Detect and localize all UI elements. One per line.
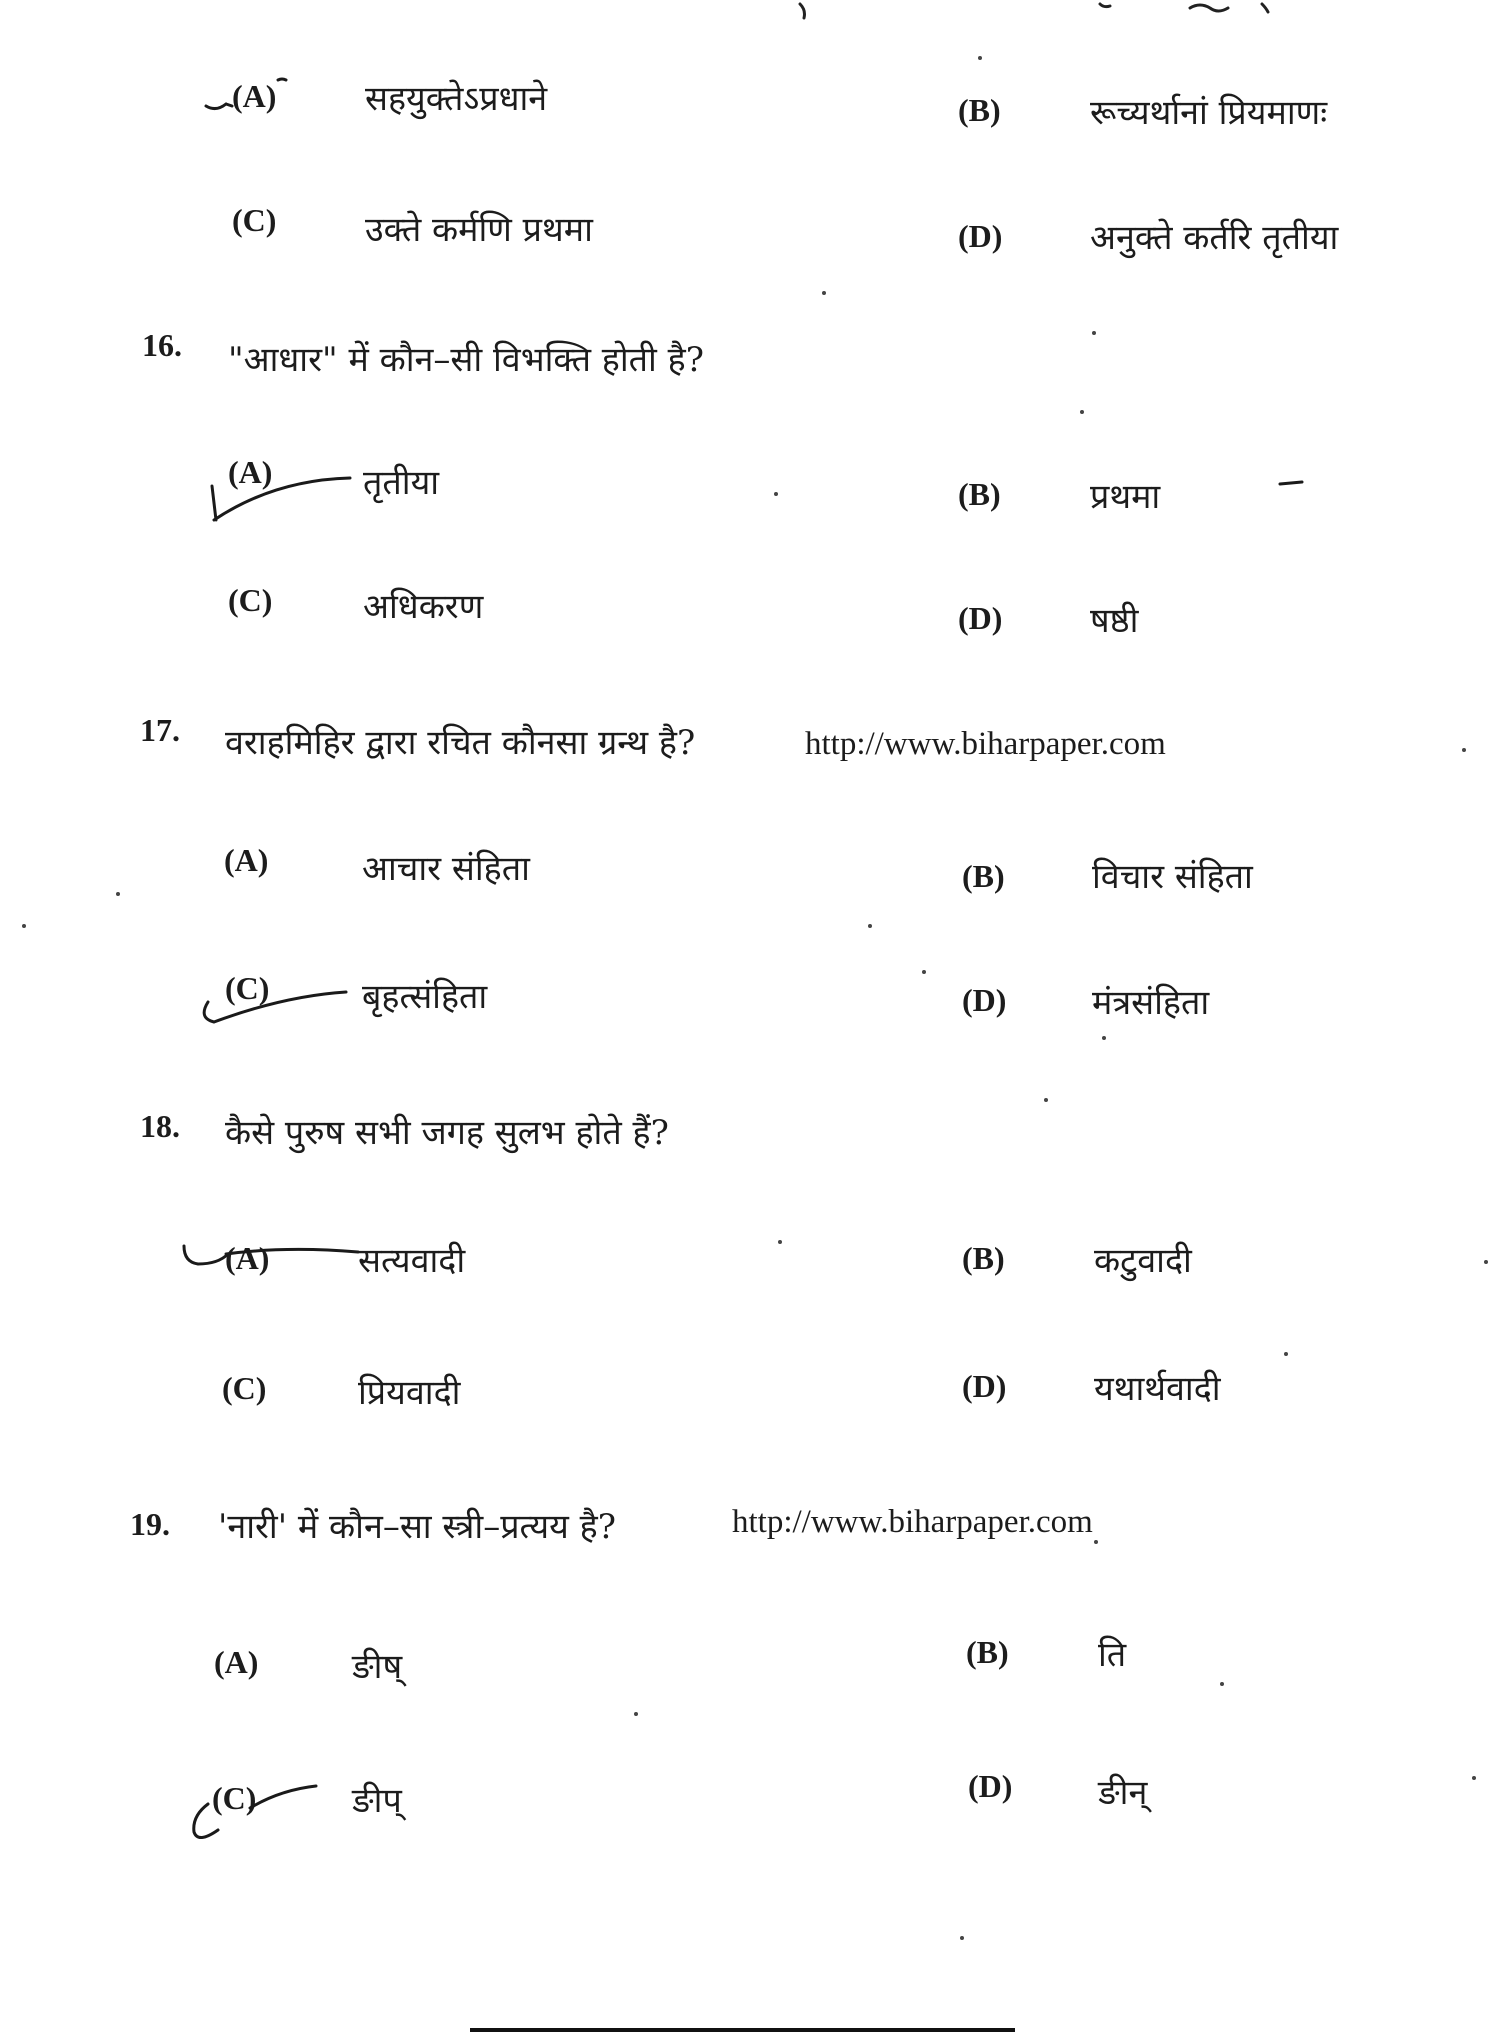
- scan-speck: [1220, 1682, 1224, 1686]
- q16-option-b-label: (B): [958, 476, 1001, 512]
- q19-number: 19.: [130, 1506, 170, 1542]
- q18-option-b-text: कटुवादी: [1094, 1241, 1192, 1281]
- scan-speck: [1284, 1352, 1288, 1356]
- q19-text: 'नारी' में कौन–सा स्त्री–प्रत्यय है?: [218, 1507, 616, 1547]
- q16-option-d-label: (D): [958, 600, 1003, 636]
- q18-option-c-text: प्रियवादी: [358, 1373, 461, 1413]
- scan-speck: [922, 970, 926, 974]
- q16-number: 16.: [142, 327, 182, 363]
- scan-speck: [978, 56, 982, 60]
- q16-text: "आधार" में कौन–सी विभक्ति होती है?: [228, 340, 704, 380]
- q19-option-c-text: ङीप्: [352, 1781, 402, 1821]
- q15-option-d-text: अनुक्ते कर्तरि तृतीया: [1090, 218, 1339, 258]
- q19-option-b-text: ति: [1098, 1635, 1127, 1675]
- q16-option-c-text: अधिकरण: [363, 587, 484, 627]
- scan-speck: [1102, 1036, 1106, 1040]
- q17-text: वराहमिहिर द्वारा रचित कौनसा ग्रन्थ है?: [225, 723, 696, 763]
- q17-source-url: http://www.biharpaper.com: [805, 726, 1166, 762]
- stray-dash-q16: [1280, 482, 1302, 484]
- scan-speck: [22, 924, 26, 928]
- scan-speck: [1044, 1098, 1048, 1102]
- q16-option-b-text: प्रथमा: [1090, 477, 1161, 517]
- q19-option-c-label: (C): [212, 1780, 257, 1816]
- answer-tick-q18: [184, 1246, 358, 1264]
- scan-speck: [1484, 1260, 1488, 1264]
- q15-option-b-text: रूच्यर्थानां प्रियमाणः: [1090, 93, 1328, 133]
- q17-option-c-label: (C): [225, 970, 270, 1006]
- q18-option-c-label: (C): [222, 1370, 267, 1406]
- scan-speck: [778, 1240, 782, 1244]
- q15-option-c-label: (C): [232, 202, 277, 238]
- q18-option-a-text: सत्यवादी: [358, 1241, 466, 1281]
- q17-option-b-text: विचार संहिता: [1092, 857, 1253, 897]
- q16-option-a-label: (A): [228, 454, 273, 490]
- q18-option-a-label: (A): [225, 1240, 270, 1276]
- q18-option-d-text: यथार्थवादी: [1094, 1369, 1221, 1409]
- q19-option-a-text: ङीष्: [352, 1647, 403, 1687]
- q18-option-d-label: (D): [962, 1368, 1007, 1404]
- q18-option-b-label: (B): [962, 1240, 1005, 1276]
- q15-option-c-text: उक्ते कर्मणि प्रथमा: [365, 210, 593, 250]
- q17-option-d-text: मंत्रसंहिता: [1092, 983, 1210, 1023]
- q19-option-d-text: ङीन्: [1098, 1773, 1148, 1813]
- q18-text: कैसे पुरुष सभी जगह सुलभ होते हैं?: [225, 1113, 669, 1153]
- q19-source-url: http://www.biharpaper.com: [732, 1504, 1093, 1540]
- scan-speck: [868, 924, 872, 928]
- q15-option-d-label: (D): [958, 218, 1003, 254]
- q16-option-c-label: (C): [228, 582, 273, 618]
- scan-speck: [1080, 410, 1084, 414]
- q17-option-c-text: बृहत्संहिता: [362, 977, 488, 1017]
- scan-speck: [634, 1712, 638, 1716]
- top-edge-ink-fragment: [800, 4, 1268, 18]
- q17-option-b-label: (B): [962, 858, 1005, 894]
- q17-number: 17.: [140, 712, 180, 748]
- q15-option-a-text: सहयुक्तेऽप्रधाने: [365, 79, 548, 119]
- q17-option-a-label: (A): [224, 842, 269, 878]
- q15-option-a-label: (A): [232, 78, 277, 114]
- q16-option-a-text: तृतीया: [363, 463, 440, 503]
- scan-speck: [960, 1936, 964, 1940]
- q17-option-d-label: (D): [962, 982, 1007, 1018]
- q19-option-b-label: (B): [966, 1634, 1009, 1670]
- q18-number: 18.: [140, 1108, 180, 1144]
- q19-option-a-label: (A): [214, 1644, 259, 1680]
- scan-speck: [116, 892, 120, 896]
- scan-speck: [774, 492, 778, 496]
- q16-option-d-text: षष्ठी: [1090, 601, 1139, 641]
- q17-option-a-text: आचार संहिता: [362, 849, 530, 889]
- q15-option-b-label: (B): [958, 92, 1001, 128]
- scan-speck: [1462, 748, 1466, 752]
- q19-option-d-label: (D): [968, 1768, 1013, 1804]
- scan-speck: [1472, 1776, 1476, 1780]
- scan-speck: [822, 291, 826, 295]
- scan-speck: [1094, 1540, 1098, 1544]
- scan-speck: [1092, 331, 1096, 335]
